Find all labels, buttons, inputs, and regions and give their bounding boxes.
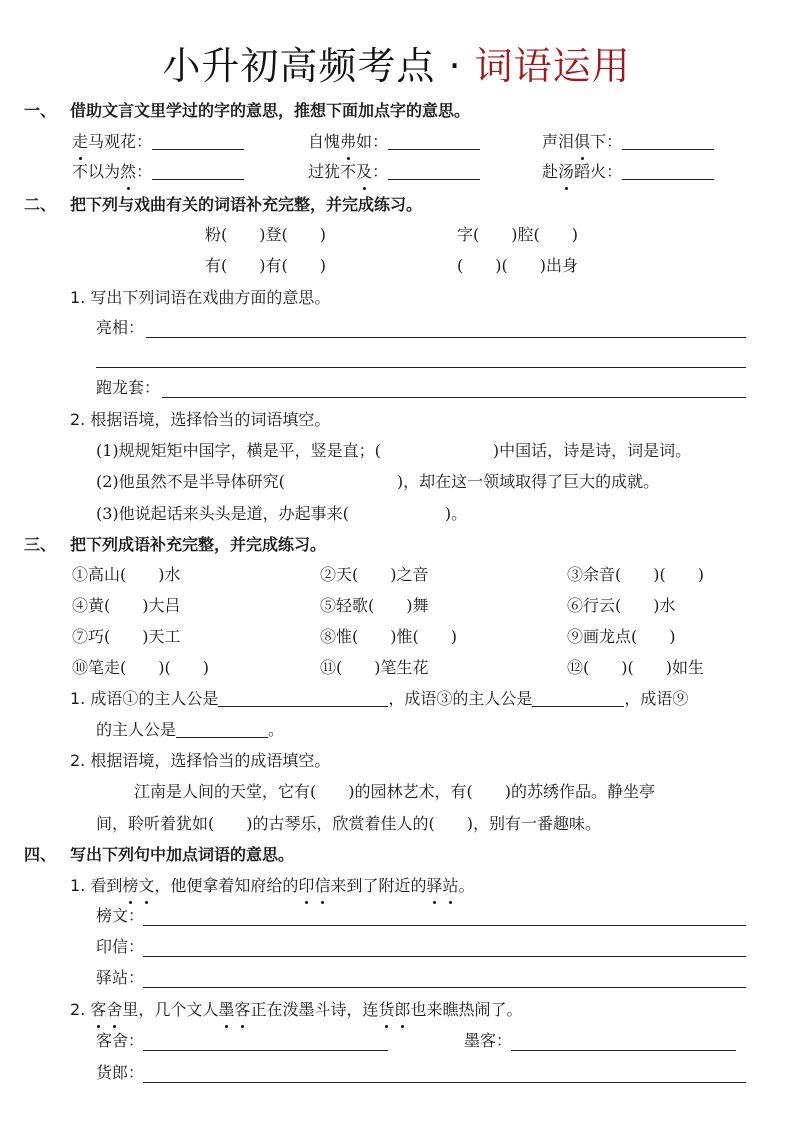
answer-blank[interactable] [388, 161, 480, 180]
section-number: 四、 [24, 845, 57, 864]
term-label-yizhan: 驿站： [96, 968, 145, 987]
idiom-item[interactable]: ⑫( )( )如生 [567, 658, 704, 677]
answer-blank[interactable] [622, 161, 714, 180]
sentence-text: 来到了附近的 [330, 876, 427, 895]
s3-question-1 [70, 687, 688, 711]
sentence-text: 正在泼墨斗诗，连 [250, 1000, 379, 1019]
idiom-meaning-item [542, 160, 714, 184]
section-title: 把下列成语补充完整，并完成练习。 [70, 535, 327, 554]
question-number: 1. [70, 288, 86, 307]
title-main: 小升初高频考点 [162, 44, 436, 88]
dotted-char: 站 [442, 874, 458, 898]
q-text: 的主人公是 [96, 720, 177, 739]
term-label-bangwen: 榜文： [96, 906, 145, 925]
colon: ： [372, 162, 389, 181]
sentence-text: 也来瞧热闹了。 [410, 1000, 523, 1019]
term-label-liangxiang: 亮相： [96, 318, 145, 337]
char: 为 [104, 162, 121, 181]
dotted-char: 舍 [106, 998, 122, 1022]
idiom-item[interactable]: ④黄( )大吕 [72, 596, 181, 615]
sentence-text: 看到 [90, 876, 123, 895]
opera-word-1: 粉( )登( ) [205, 225, 326, 244]
section-4-heading [24, 843, 294, 867]
q-text: ，成语③的主人公是 [388, 689, 533, 708]
char: 过 [308, 162, 325, 181]
dotted-char: 印 [298, 874, 314, 898]
section-1-heading [24, 99, 470, 123]
char: 火 [590, 162, 607, 181]
dotted-char: 墨 [218, 998, 234, 1022]
dotted-char: 及 [356, 160, 372, 184]
title-separator: · [435, 44, 475, 88]
term-label-yinxin: 印信： [96, 937, 145, 956]
idiom-meaning-item [72, 130, 244, 154]
answer-blank-1[interactable] [218, 688, 388, 707]
idiom-item[interactable]: ③余音( )( ) [567, 565, 704, 584]
answer-blank[interactable] [622, 131, 714, 150]
dotted-char: 客 [234, 998, 250, 1022]
question-number: 2. [70, 1000, 86, 1019]
sentence-text: ，他便拿着知府给的 [154, 876, 299, 895]
char: 泪 [558, 132, 575, 151]
dotted-char: 弗 [340, 130, 356, 154]
question-number: 2. [70, 410, 86, 429]
char: 自 [308, 132, 325, 151]
question-number: 2. [70, 751, 86, 770]
colon: ： [606, 132, 623, 151]
dotted-char: 汤 [558, 160, 574, 184]
idiom-item[interactable]: ②天( )之音 [320, 565, 429, 584]
question-text: 写出下列词语在戏曲方面的意思。 [90, 288, 331, 307]
s2-question-2 [70, 408, 330, 432]
title-topic: 词语运用 [474, 44, 631, 88]
fill-item-3[interactable]: (3)他说起话来头头是道，办起事来( )。 [96, 504, 468, 523]
q-text: 。 [268, 720, 285, 739]
colon: ： [136, 162, 153, 181]
idiom-item[interactable]: ⑩笔走( )( ) [72, 658, 209, 677]
answer-line-moke[interactable] [511, 1050, 736, 1051]
char: 如 [356, 132, 373, 151]
s4-question-1 [70, 874, 475, 898]
passage-line-1[interactable]: 江南是人间的天堂，它有( )的园林艺术，有( )的苏绣作品。静坐亭 [134, 782, 655, 801]
section-2-heading [24, 193, 422, 217]
section-title: 把下列与戏曲有关的词语补充完整，并完成练习。 [70, 195, 423, 214]
answer-blank[interactable] [388, 131, 480, 150]
answer-line-paolongtao[interactable] [162, 397, 746, 398]
s3-question-1-cont [96, 718, 284, 742]
sentence-1 [90, 876, 474, 895]
idiom-item[interactable]: ⑦巧( )天工 [72, 627, 181, 646]
answer-line-yizhan[interactable] [143, 987, 746, 988]
idiom-meaning-item [542, 130, 714, 154]
s2-question-1 [70, 286, 330, 310]
s3-question-2 [70, 749, 330, 773]
sentence-2 [90, 1000, 522, 1019]
idiom-item[interactable]: ①高山( )水 [72, 565, 181, 584]
char: 下 [590, 132, 607, 151]
idiom-item[interactable]: ⑪( )笔生花 [320, 658, 429, 677]
sentence-text: 。 [458, 876, 475, 895]
dotted-char: 走 [72, 130, 88, 154]
dotted-char: 货 [378, 998, 394, 1022]
section-title: 写出下列句中加点词语的意思。 [70, 845, 295, 864]
section-3-heading [24, 533, 326, 557]
answer-line-keshe[interactable] [143, 1050, 388, 1051]
dotted-char: 文 [138, 874, 154, 898]
question-text: 根据语境，选择恰当的成语填空。 [90, 751, 331, 770]
question-number: 1. [70, 876, 86, 895]
char: 赴 [542, 162, 559, 181]
term-label-keshe: 客舍： [96, 1031, 145, 1050]
question-number: 1. [70, 689, 86, 708]
q-text: 成语①的主人公是 [90, 689, 219, 708]
section-number: 一、 [24, 101, 57, 120]
answer-blank[interactable] [152, 131, 244, 150]
char: 花 [120, 132, 137, 151]
term-label-huolang: 货郎： [96, 1063, 145, 1082]
idiom-item[interactable]: ⑨画龙点( ) [567, 627, 676, 646]
sentence-text: 里，几个文人 [122, 1000, 219, 1019]
answer-blank-3[interactable] [532, 688, 624, 707]
passage-line-2[interactable]: 间，聆听着犹如( )的古琴乐，欣赏着佳人的( )，别有一番趣味。 [96, 814, 601, 833]
term-label-paolongtao: 跑龙套： [96, 378, 161, 397]
section-title: 借助文言文里学过的字的意思，推想下面加点字的意思。 [70, 101, 471, 120]
dotted-char: 榜 [122, 874, 138, 898]
answer-line-bangwen[interactable] [143, 925, 746, 926]
term-label-moke: 墨客： [464, 1031, 513, 1050]
idiom-item[interactable]: ⑥行云( )水 [567, 596, 676, 615]
section-number: 二、 [24, 195, 57, 214]
char: 愧 [324, 132, 341, 151]
opera-word-2: 字( )腔( ) [457, 225, 578, 244]
colon: ： [136, 132, 153, 151]
idiom-meaning-item [308, 130, 480, 154]
answer-line-liangxiang[interactable] [146, 337, 746, 338]
dotted-char: 驿 [426, 874, 442, 898]
answer-blank-9[interactable] [176, 719, 268, 738]
char: 以 [88, 162, 105, 181]
s4-question-2 [70, 998, 523, 1022]
char: 蹈 [574, 162, 591, 181]
char: 马 [88, 132, 105, 151]
colon: ： [606, 162, 623, 181]
answer-line-liangxiang-2[interactable] [96, 367, 746, 368]
dotted-char: 郎 [394, 998, 410, 1022]
fill-item-1[interactable]: (1)规规矩矩中国字，横是平，竖是直；( )中国话，诗是诗，词是词。 [96, 441, 692, 460]
idiom-item[interactable]: ⑤轻歌( )舞 [320, 596, 429, 615]
colon: ： [372, 132, 389, 151]
idiom-item[interactable]: ⑧惟( )惟( ) [320, 627, 457, 646]
char: 观 [104, 132, 121, 151]
dotted-char: 信 [314, 874, 330, 898]
fill-item-2[interactable]: (2)他虽然不是半导体研究( )，却在这一领域取得了巨大的成就。 [96, 472, 660, 491]
question-text: 根据语境，选择恰当的词语填空。 [90, 410, 331, 429]
answer-line-yinxin[interactable] [143, 956, 746, 957]
page-title [0, 40, 793, 92]
char: 不 [72, 162, 89, 181]
opera-word-4: ( )( )出身 [457, 256, 578, 275]
dotted-char: 俱 [574, 130, 590, 154]
char: 声 [542, 132, 559, 151]
char: 犹 [324, 162, 341, 181]
q-text: ，成语⑨ [624, 689, 689, 708]
idiom-meaning-item [72, 160, 244, 184]
idiom-meaning-item [308, 160, 480, 184]
answer-line-huolang[interactable] [143, 1082, 746, 1083]
dotted-char: 客 [90, 998, 106, 1022]
dotted-char: 然 [120, 160, 136, 184]
answer-blank[interactable] [152, 161, 244, 180]
char: 不 [340, 162, 357, 181]
opera-word-3: 有( )有( ) [205, 256, 326, 275]
section-number: 三、 [24, 535, 57, 554]
